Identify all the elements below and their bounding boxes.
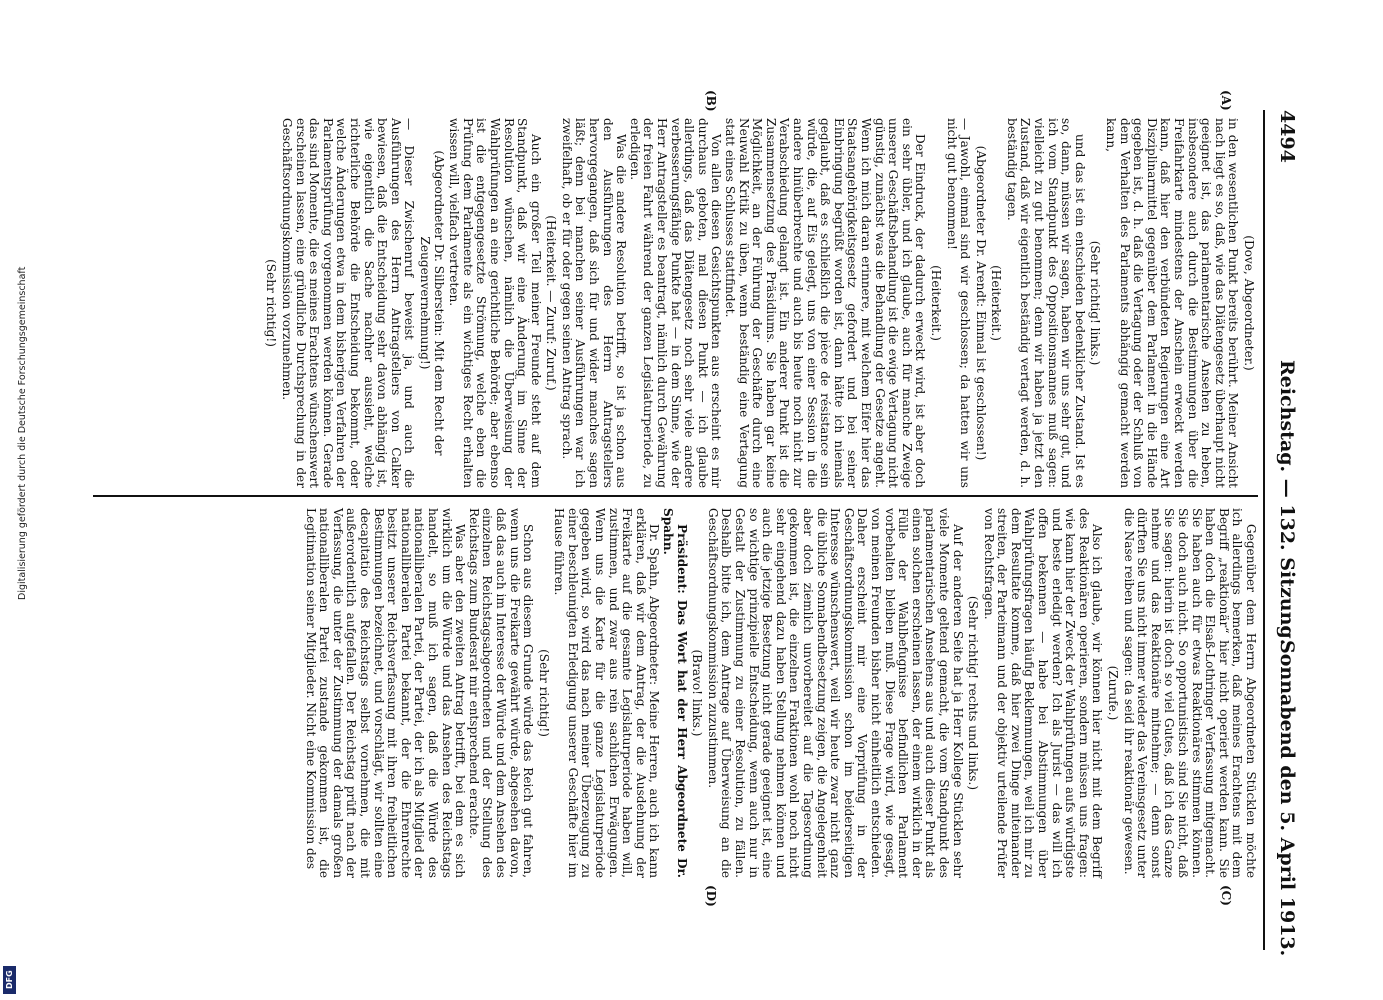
digitization-note	[3, 0, 28, 1000]
paragraph: Dr. Spahn, Abgeordneter: Meine Herren, auch ich kann erklären, daß wir dem Antrag, der die Ausdehnung der Freikarte auf die gesamte Legislaturperiode haben will, zustimmen, und zwar aus rein sachlichen Erwägungen. Wenn uns die Karte für die ganze Legislaturperiode gegeben wird, so wird das nach meiner Überzeugung zu einer beschleunigten Erledigung unserer Geschäfte hier im Hause führen.	[552, 508, 662, 878]
paragraph: Auf der anderen Seite hat ja Herr Kollege Stücklen sehr viele Momente geltend gemacht, die vom Standpunkt des parlamentarischen Ansehens aus und auch dieser Punkt als einen solchen erscheinen lassen, der einem wirklich in der Fülle der Wahlbefugnisse befindlichen Parlament vorbehalten bleiben muß. Diese Frage wird, wie gesagt, von meinen Freunden bisher nicht einheitlich entschieden. Daher erscheint mir eine Vorprüfung in der Geschäftsordnungskommission schon im beiderseitigen Interesse wünschenswert, weil wir heute zwar nicht ganz die übliche Sonnabendbesetzung zeigen, die Angelegenheit aber doch ziemlich unvorbereitet auf die Tagesordnung gekommen ist, die einzelnen Fraktionen wohl noch nicht sehr eingehend dazu haben Stellung nehmen können und auch die jetzige Besetzung nicht gerade geeignet ist, eine so wichtige prinzipielle Entscheidung, wenn auch nur in Gestalt der Zustimmung zu einer Resolution, zu fällen. Deshalb bitte ich, dem Antrage auf Überweisung an die Geschäftsordnungskommission zuzustimmen.	[705, 508, 965, 878]
margin-mark-c: (C)	[1219, 885, 1233, 906]
paragraph: Was aber den zweiten Antrag betrifft, bei dem es sich wirklich um die Würde und das Ansehen des Reichstags handelt, so muß ich sagen, daß die Würde des nationalliberalen Partei, der Partei, der ich als Mitglied der nationalliberalen Partei bekannt, der die Ehrenrechte besitzt unserer Reichsverfassung mit ihren freiheitlichen Bestimmungen bezeichnet, und vorschlägt, wir sollten eine decapitatio des Reichstags selbst vornehmen, die mit außerordentlich aufgefallen. Der Reichstag prüft nach der Verfassung, die unter der Zustimmung der damals großen nationalliberalen Partei zustande gekommen ist, die Legitimation seiner Mitglieder. Nicht eine Kommission des	[303, 508, 468, 878]
paragraph: Gegenüber dem Herrn Abgeordneten Stücklen möchte ich allerdings bemerken, daß meines Erachtens mit dem Begriff „reaktionär“ hier nicht operiert werden kann. Sie haben doch die Elsaß-Lothringer Verfassung mitgemacht. Sie haben auch für etwas Reaktionäres stimmen können. Sie doch auch nicht. So opportunistisch sind Sie nicht, daß Sie sagen: hierin ist doch so viel Gutes, daß ich das Ganze nehme und das Reaktionäre mitnehme; — denn sonst dürften Sie uns nicht immer wieder das Vereinsgesetz unter die Nase reiben und sagen: da seid ihr reaktionär gewesen.	[1121, 508, 1258, 878]
paragraph: Schon aus diesem Grunde würde das Reich gut fahren, wenn uns die Freikarte gewährt würde, abgesehen davon, daß das auch im Interesse der Würde und dem Ansehen des einzelnen Reichstagsabgeordneten und der Stellung des Reichstags zum Bundesrat mir entsprechend erachte.	[466, 508, 536, 878]
president-line: Präsident: Das Wort hat der Herr Abgeordnete Dr. Spahn.	[661, 508, 689, 878]
speaker-header: (Dove, Abgeordneter.)	[1242, 235, 1256, 371]
paragraph: — Jawohl, einmal sind wir geschlossen; da hatten wir uns nicht gut benommen!	[944, 118, 973, 488]
paragraph: Der Eindruck, der dadurch erweckt wird, ist aber doch ein sehr übler, und ich glaube, auch für manche Zweige unserer Geschäftsbehandlung ist die ewige Vertagung nicht günstig, zunächst was die Behandlung der Gesetze angeht. Wenn ich mich daran erinnere, mit welchem Eifer hier das Staatsangehörigkeitsgesetz gefordert und bei seiner Einbringung begrüßt worden ist, dann hätte ich niemals geglaubt, daß es schließlich die pièce de résistance sein würde, die, auf Eis gelegt, uns von einer Session in die andere hinüberbrechte und auch bis heute noch nicht zur Verabschiedung gelangt ist. Ein anderer Punkt ist die Zusammensetzung des Präsidiums. Sie haben gar keine Möglichkeit, an der Führung der Geschäfte durch eine Neuwahl Kritik zu üben, wenn beständig eine Vertagung statt eines Schlusses stattfindet.	[723, 118, 928, 488]
interjection: (Sehr richtig!)	[536, 649, 551, 737]
session-date: Sonnabend den 5. April 1913.	[1276, 640, 1298, 957]
left-column	[262, 118, 1257, 488]
funding-credit: Digitalisierung gefördert durch die Deutsche Forschungsgemeinschaft	[17, 266, 28, 600]
interjection: (Heiterkeit.)	[928, 265, 943, 341]
paragraph: — Dieser Zwischenruf beweist ja, und auch die Ausführungen des Herrn Antragstellers von Calker bewiesen, daß die Entscheidung sehr davon abhängig ist, wie eigentlich die Sache nachher aussieht, welche richterliche Behörde die Entscheidung bekommt, oder welche Änderungen etwa in dem bisherigen Verfahren der Parlamentsprüfung vorgenommen werden können. Gerade das sind Momente, die es meines Erachtens wünschenswert erscheinen lassen, eine gründliche Durchsprechung in der Geschäftsordnungskommission vorzunehmen.	[280, 118, 417, 488]
interjection: (Sehr richtig! rechts und links.)	[966, 595, 981, 791]
page-number: 4494	[1276, 110, 1298, 163]
paragraph: Auch ein großer Teil meiner Freunde steht auf dem Standpunkt, daß wir eine Änderung im Sinne der Resolution wünschen, nämlich die Überweisung der Wahlprüfungen an eine gerichtliche Behörde; aber ebenso ist die entgegengesetzte Strömung, welche eben die Prüfung dem Parlamente als ein wichtiges Recht erhalten wissen will, vielfach vertreten.	[447, 118, 543, 488]
paragraph: und das ist ein entschieden bedenklicher Zustand. Ist es so, dann, müssen wir sagen, haben wir uns sehr gut, und ich vom Standpunkt des Oppositionsmannes muß sagen: vielleicht zu gut benommen; denn wir haben ja jetzt den Zustand, daß wir eigentlich beständig vertagt werden, d. h. beständig tagen.	[1004, 118, 1087, 488]
paragraph: Also ich glaube, wir können hier nicht mit dem Begriff des Reaktionären operieren, sondern müssen uns fragen: wie kann hier der Zweck der Wahlprüfungen aufs würdigste und beste erledigt werden? Ich als Jurist — das will ich offen bekennen — habe bei Abstimmungen über Wahlprüfungsfragen häufig Beklemmungen, weil ich mir zu dem Resultate komme, daß hier zwei Dinge miteinander streiten, der Parteimann und der objektiv urteilende Prüfer von Rechtsfragen.	[981, 508, 1105, 878]
interjection: (Abgeordneter Dr. Silberstein: Mit dem Recht der Zeugenvernehmung!)	[417, 150, 446, 456]
margin-mark-a: (A)	[1219, 90, 1233, 111]
paragraph: Von allen diesen Gesichtspunkten aus erscheint es mir durchaus geboten, mal diesen Punkt — ich glaube allerdings, daß das Diätengesetz noch sehr viele andere verbesserungsfähige Punkte hat — in dem Sinne, wie der Herr Antragsteller es beantragt, nämlich durch Gewährung der freien Fahrt während der ganzen Legislaturperiode, zu erledigen.	[627, 118, 724, 488]
interjection: (Sehr richtig!)	[264, 259, 279, 347]
interjection: (Heiterkeit.)	[989, 265, 1004, 341]
dfg-logo: DFG	[3, 966, 16, 994]
paragraph: in den wesentlichen Punkt bereits berührt. Meiner Ansicht nach liegt es so, daß, wie das Diätengesetz überhaupt nicht geeignet ist, das parlamentarische Ansehen zu heben, insbesondere auch durch die Bestimmungen über die Freifahrkarte mindestens der Anschein erweckt werden kann, daß hier den verbündeten Regierungen eine Art Disziplinarmittel gegenüber dem Parlament in die Hände gegeben ist, d. h. daß die Vertagung oder der Schluß von dem Verhalten des Parlaments abhängig gemacht werden kann,	[1104, 118, 1241, 488]
interjection: (Abgeordneter Dr. Arendt: Einmal ist geschlossen!)	[973, 145, 988, 461]
margin-mark-d: (D)	[704, 885, 718, 907]
interjection: (Heiterkeit. — Zuruf: Zuruf.)	[544, 215, 559, 391]
header-rule	[1263, 110, 1265, 950]
margin-mark-b: (B)	[704, 90, 718, 112]
interjection: (Sehr richtig! links.)	[1088, 240, 1103, 366]
paragraph: Was die andere Resolution betrifft, so ist ja schon aus den Ausführungen des Herrn Antragstellers hervorgegangen, daß sich für und wider manches sagen läßt; denn bei manchen seiner Ausführungen war ich zweifelhaft, ob er für oder gegen seinen Antrag sprach.	[559, 118, 629, 488]
interjection: (Bravo! links.)	[690, 649, 705, 737]
page-header	[1264, 0, 1298, 1000]
interjection: (Zurufe.)	[1106, 665, 1121, 721]
right-column	[303, 508, 1257, 878]
journal-title: Reichstag. — 132. Sitzung.	[1276, 360, 1298, 646]
column-divider	[93, 495, 1258, 497]
